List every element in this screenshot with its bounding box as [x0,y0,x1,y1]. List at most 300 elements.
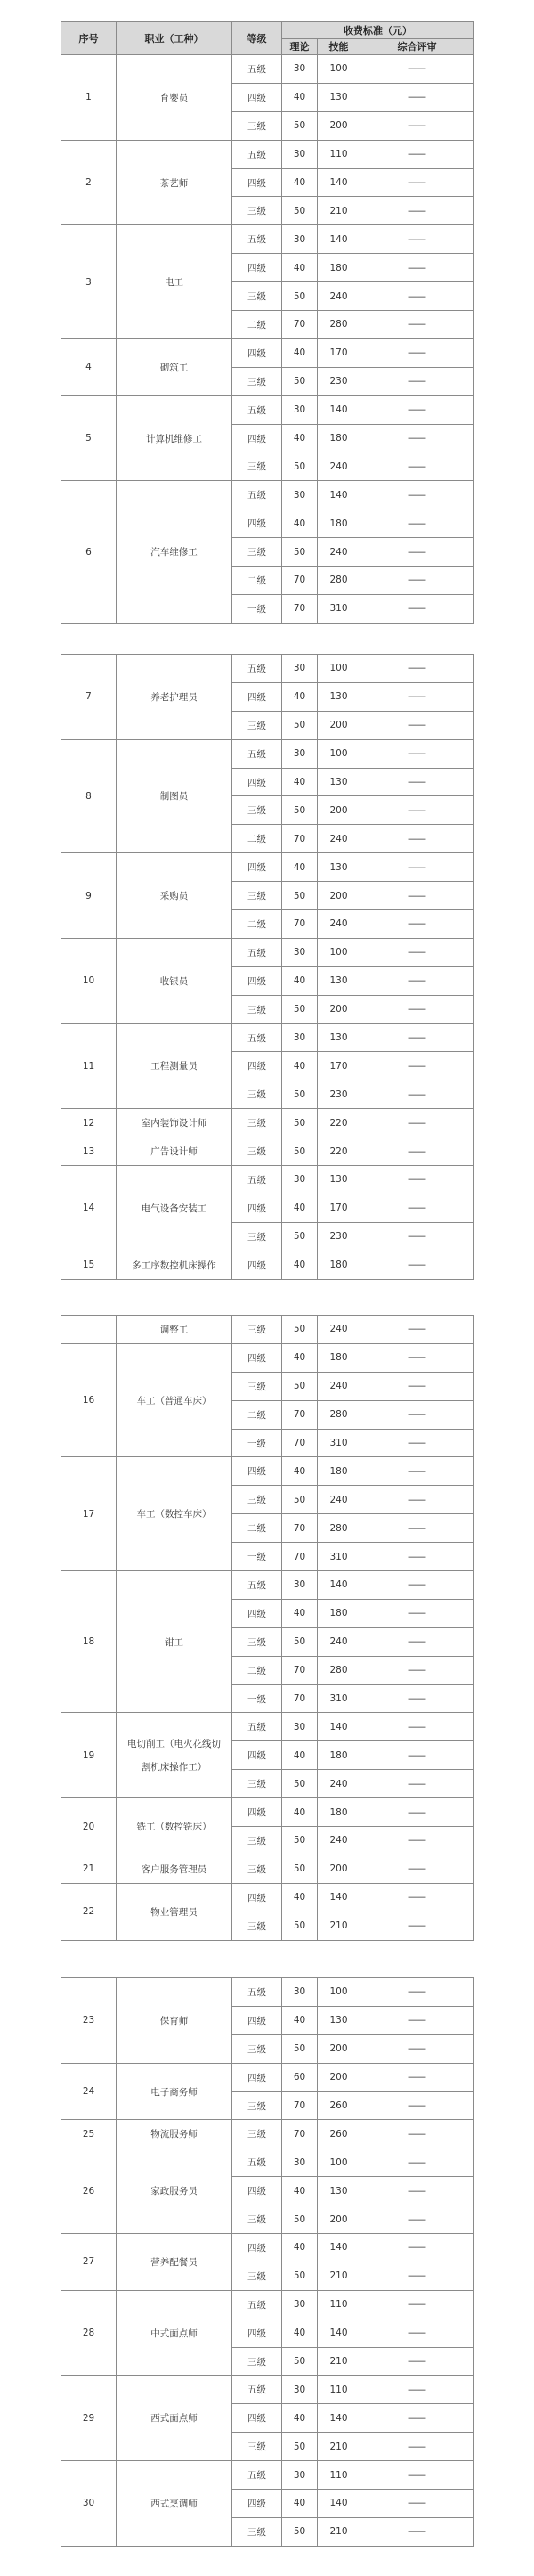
skill-fee-cell: 310 [318,1429,360,1457]
eval-fee-cell: —— [360,55,474,84]
eval-fee-cell: —— [360,1543,474,1571]
level-cell: 四级 [232,1599,282,1627]
table-row [61,1883,474,1912]
level-cell: 一级 [232,1543,282,1571]
skill-fee-cell: 240 [318,910,360,939]
eval-fee-cell: —— [360,796,474,825]
level-cell: 五级 [232,1023,282,1052]
table-row [61,1978,474,2007]
level-cell: 三级 [232,1222,282,1251]
skill-fee-cell: 240 [318,1770,360,1798]
seq-cell: 21 [61,1855,117,1883]
eval-fee-cell: —— [360,254,474,282]
table-row [61,1023,474,1052]
table-row [61,2120,474,2148]
skill-fee-cell: 280 [318,1400,360,1429]
level-cell: 四级 [232,2177,282,2205]
eval-fee-cell: —— [360,311,474,339]
eval-fee-cell: —— [360,1855,474,1883]
table-row [61,2461,474,2490]
level-cell: 三级 [232,1372,282,1400]
theory-fee-cell: 50 [282,2347,318,2376]
table-row [61,1457,474,1486]
eval-fee-cell: —— [360,711,474,739]
eval-fee-cell: —— [360,768,474,796]
skill-fee-cell: 110 [318,2290,360,2319]
table-row [61,2234,474,2262]
job-cell: 家政服务员 [117,2148,232,2234]
theory-fee-cell: 40 [282,1343,318,1372]
skill-fee-cell: 140 [318,2234,360,2262]
skill-fee-cell: 140 [318,1713,360,1741]
eval-fee-cell: —— [360,452,474,481]
theory-fee-cell: 50 [282,2262,318,2290]
theory-fee-cell: 70 [282,311,318,339]
level-cell: 四级 [232,1798,282,1827]
job-cell: 制图员 [117,739,232,853]
eval-fee-cell: —— [360,424,474,452]
job-cell: 多工序数控机床操作 [117,1251,232,1279]
level-cell: 三级 [232,197,282,225]
skill-fee-cell: 180 [318,1457,360,1486]
job-cell: 电子商务师 [117,2063,232,2120]
job-cell: 调整工 [117,1316,232,1344]
skill-fee-cell: 130 [318,2006,360,2034]
fee-table-part-2 [61,654,474,1280]
skill-fee-cell: 100 [318,55,360,84]
skill-fee-cell: 200 [318,796,360,825]
level-cell: 一级 [232,1429,282,1457]
skill-fee-cell: 280 [318,567,360,595]
theory-fee-cell: 30 [282,2461,318,2490]
table-row [61,338,474,367]
table-row [61,2148,474,2177]
eval-fee-cell: —— [360,594,474,623]
level-cell: 三级 [232,2120,282,2148]
eval-fee-cell: —— [360,538,474,567]
table-row [61,1798,474,1827]
header-seq: 序号 [61,22,117,55]
skill-fee-cell: 100 [318,2148,360,2177]
eval-fee-cell: —— [360,2376,474,2404]
level-cell: 二级 [232,1656,282,1684]
skill-fee-cell: 140 [318,225,360,254]
job-cell: 钳工 [117,1571,232,1713]
eval-fee-cell: —— [360,1137,474,1166]
seq-cell: 28 [61,2290,117,2376]
theory-fee-cell: 50 [282,1827,318,1855]
level-cell: 四级 [232,2319,282,2347]
table-row [61,1343,474,1372]
skill-fee-cell: 260 [318,2091,360,2120]
theory-fee-cell: 40 [282,1883,318,1912]
skill-fee-cell: 200 [318,995,360,1023]
theory-fee-cell: 30 [282,2376,318,2404]
table-row [61,2376,474,2404]
theory-fee-cell: 30 [282,1023,318,1052]
level-cell: 五级 [232,55,282,84]
theory-fee-cell: 50 [282,1316,318,1344]
theory-fee-cell: 30 [282,55,318,84]
eval-fee-cell: —— [360,2433,474,2461]
eval-fee-cell: —— [360,1599,474,1627]
level-cell: 四级 [232,682,282,711]
level-cell: 一级 [232,594,282,623]
level-cell: 三级 [232,1137,282,1166]
level-cell: 三级 [232,2205,282,2234]
level-cell: 四级 [232,1343,282,1372]
table-row [61,655,474,683]
job-cell: 西式烹调师 [117,2461,232,2547]
eval-fee-cell: —— [360,995,474,1023]
theory-fee-cell: 30 [282,2290,318,2319]
skill-fee-cell: 310 [318,1543,360,1571]
theory-fee-cell: 40 [282,338,318,367]
eval-fee-cell: —— [360,168,474,197]
table-row [61,1166,474,1194]
level-cell: 四级 [232,168,282,197]
eval-fee-cell: —— [360,1656,474,1684]
level-cell: 四级 [232,1741,282,1770]
skill-fee-cell: 140 [318,1883,360,1912]
eval-fee-cell: —— [360,1798,474,1827]
level-cell: 三级 [232,1627,282,1656]
theory-fee-cell: 40 [282,2319,318,2347]
table-row [61,1855,474,1883]
level-cell: 五级 [232,225,282,254]
eval-fee-cell: —— [360,1770,474,1798]
job-cell: 室内装饰设计师 [117,1109,232,1137]
skill-fee-cell: 240 [318,1316,360,1344]
theory-fee-cell: 50 [282,882,318,910]
seq-cell [61,1316,117,1344]
level-cell: 三级 [232,2091,282,2120]
theory-fee-cell: 40 [282,424,318,452]
skill-fee-cell: 130 [318,2177,360,2205]
level-cell: 二级 [232,825,282,853]
eval-fee-cell: —— [360,1457,474,1486]
eval-fee-cell: —— [360,1343,474,1372]
eval-fee-cell: —— [360,1684,474,1713]
skill-fee-cell: 230 [318,367,360,395]
skill-fee-cell: 100 [318,938,360,966]
level-cell: 三级 [232,2347,282,2376]
level-cell: 四级 [232,2490,282,2518]
level-cell: 三级 [232,995,282,1023]
theory-fee-cell: 40 [282,768,318,796]
level-cell: 三级 [232,1912,282,1940]
theory-fee-cell: 40 [282,966,318,995]
theory-fee-cell: 40 [282,1194,318,1222]
seq-cell: 4 [61,338,117,395]
theory-fee-cell: 50 [282,796,318,825]
fee-table-part-1 [61,21,474,624]
seq-cell: 29 [61,2376,117,2461]
skill-fee-cell: 200 [318,111,360,140]
eval-fee-cell: —— [360,1194,474,1222]
skill-fee-cell: 310 [318,1684,360,1713]
level-cell: 四级 [232,83,282,111]
skill-fee-cell: 130 [318,966,360,995]
job-cell: 采购员 [117,853,232,939]
skill-fee-cell: 110 [318,2376,360,2404]
level-cell: 五级 [232,1713,282,1741]
level-cell: 三级 [232,282,282,311]
level-cell: 一级 [232,1684,282,1713]
level-cell: 五级 [232,655,282,683]
theory-fee-cell: 40 [282,1798,318,1827]
theory-fee-cell: 50 [282,2433,318,2461]
table-row [61,1571,474,1600]
level-cell: 四级 [232,254,282,282]
level-cell: 二级 [232,311,282,339]
level-cell: 三级 [232,711,282,739]
skill-fee-cell: 240 [318,538,360,567]
level-cell: 三级 [232,1770,282,1798]
eval-fee-cell: —— [360,966,474,995]
theory-fee-cell: 50 [282,711,318,739]
skill-fee-cell: 210 [318,2433,360,2461]
eval-fee-cell: —— [360,1052,474,1080]
theory-fee-cell: 50 [282,1486,318,1514]
theory-fee-cell: 70 [282,1400,318,1429]
theory-fee-cell: 50 [282,2205,318,2234]
eval-fee-cell: —— [360,509,474,538]
skill-fee-cell: 140 [318,2319,360,2347]
skill-fee-cell: 280 [318,1514,360,1543]
level-cell: 五级 [232,140,282,168]
eval-fee-cell: —— [360,2205,474,2234]
seq-cell: 2 [61,140,117,225]
skill-fee-cell: 130 [318,768,360,796]
theory-fee-cell: 30 [282,1166,318,1194]
eval-fee-cell: —— [360,1486,474,1514]
job-cell: 电气设备安装工 [117,1166,232,1251]
theory-fee-cell: 40 [282,2404,318,2433]
table-row [61,481,474,509]
table-row [61,938,474,966]
level-cell: 三级 [232,1486,282,1514]
theory-fee-cell: 30 [282,395,318,424]
eval-fee-cell: —— [360,395,474,424]
level-cell: 四级 [232,338,282,367]
eval-fee-cell: —— [360,2347,474,2376]
eval-fee-cell: —— [360,910,474,939]
theory-fee-cell: 70 [282,1429,318,1457]
seq-cell: 17 [61,1457,117,1571]
seq-cell: 23 [61,1978,117,2064]
skill-fee-cell: 140 [318,168,360,197]
eval-fee-cell: —— [360,2404,474,2433]
eval-fee-cell: —— [360,1251,474,1279]
level-cell: 二级 [232,1400,282,1429]
eval-fee-cell: —— [360,1429,474,1457]
theory-fee-cell: 50 [282,367,318,395]
eval-fee-cell: —— [360,1080,474,1109]
skill-fee-cell: 220 [318,1137,360,1166]
level-cell: 四级 [232,1052,282,1080]
job-cell: 收银员 [117,938,232,1023]
header-eval: 综合评审 [360,38,474,55]
seq-cell: 25 [61,2120,117,2148]
eval-fee-cell: —— [360,825,474,853]
eval-fee-cell: —— [360,1400,474,1429]
job-cell: 客户服务管理员 [117,1855,232,1883]
level-cell: 三级 [232,882,282,910]
skill-fee-cell: 130 [318,682,360,711]
job-cell: 工程测量员 [117,1023,232,1109]
eval-fee-cell: —— [360,1741,474,1770]
level-cell: 四级 [232,1457,282,1486]
skill-fee-cell: 200 [318,1855,360,1883]
eval-fee-cell: —— [360,739,474,768]
table-row [61,853,474,882]
skill-fee-cell: 110 [318,2461,360,2490]
skill-fee-cell: 240 [318,1827,360,1855]
theory-fee-cell: 60 [282,2063,318,2091]
skill-fee-cell: 230 [318,1222,360,1251]
level-cell: 三级 [232,2433,282,2461]
theory-fee-cell: 50 [282,282,318,311]
skill-fee-cell: 280 [318,1656,360,1684]
seq-cell: 15 [61,1251,117,1279]
level-cell: 三级 [232,796,282,825]
table-row [61,395,474,424]
skill-fee-cell: 140 [318,2404,360,2433]
fee-table-part-3 [61,1315,474,1941]
eval-fee-cell: —— [360,882,474,910]
seq-cell: 19 [61,1713,117,1798]
header-skill: 技能 [318,38,360,55]
level-cell: 五级 [232,2148,282,2177]
skill-fee-cell: 240 [318,825,360,853]
skill-fee-cell: 240 [318,282,360,311]
skill-fee-cell: 170 [318,1052,360,1080]
level-cell: 四级 [232,966,282,995]
skill-fee-cell: 100 [318,1978,360,2007]
table-row [61,1137,474,1166]
theory-fee-cell: 50 [282,1137,318,1166]
seq-cell: 18 [61,1571,117,1713]
skill-fee-cell: 180 [318,1251,360,1279]
job-cell: 电工 [117,225,232,339]
skill-fee-cell: 200 [318,882,360,910]
skill-fee-cell: 180 [318,1343,360,1372]
eval-fee-cell: —— [360,1713,474,1741]
level-cell: 二级 [232,910,282,939]
job-cell: 物流服务师 [117,2120,232,2148]
skill-fee-cell: 240 [318,1486,360,1514]
job-cell-line: 电切削工（电火花线切 [127,1738,221,1749]
skill-fee-cell: 210 [318,2517,360,2546]
level-cell: 五级 [232,2290,282,2319]
eval-fee-cell: —— [360,2063,474,2091]
level-cell: 五级 [232,1978,282,2007]
eval-fee-cell: —— [360,2461,474,2490]
level-cell: 四级 [232,509,282,538]
skill-fee-cell: 180 [318,1599,360,1627]
level-cell: 五级 [232,1571,282,1600]
seq-cell: 1 [61,55,117,141]
eval-fee-cell: —— [360,2006,474,2034]
level-cell: 四级 [232,768,282,796]
skill-fee-cell: 140 [318,1571,360,1600]
level-cell: 四级 [232,1251,282,1279]
eval-fee-cell: —— [360,2319,474,2347]
skill-fee-cell: 210 [318,2347,360,2376]
eval-fee-cell: —— [360,2517,474,2546]
skill-fee-cell: 130 [318,83,360,111]
seq-cell: 22 [61,1883,117,1940]
skill-fee-cell: 180 [318,254,360,282]
table-row [61,140,474,168]
skill-fee-cell: 180 [318,424,360,452]
theory-fee-cell: 30 [282,1713,318,1741]
eval-fee-cell: —— [360,197,474,225]
job-cell: 汽车维修工 [117,481,232,623]
skill-fee-cell: 110 [318,140,360,168]
theory-fee-cell: 70 [282,910,318,939]
header-job: 职业（工种） [117,22,232,55]
theory-fee-cell: 50 [282,2517,318,2546]
theory-fee-cell: 30 [282,140,318,168]
job-cell: 营养配餐员 [117,2234,232,2291]
skill-fee-cell: 140 [318,395,360,424]
eval-fee-cell: —— [360,2262,474,2290]
skill-fee-cell: 200 [318,2034,360,2063]
seq-cell: 30 [61,2461,117,2547]
eval-fee-cell: —— [360,1222,474,1251]
level-cell: 三级 [232,2517,282,2546]
level-cell: 四级 [232,1883,282,1912]
seq-cell: 26 [61,2148,117,2234]
theory-fee-cell: 30 [282,225,318,254]
theory-fee-cell: 40 [282,1457,318,1486]
theory-fee-cell: 50 [282,538,318,567]
job-cell: 养老护理员 [117,655,232,740]
job-cell-line: 割机床操作工） [141,1761,207,1773]
table-row [61,1251,474,1279]
theory-fee-cell: 50 [282,1627,318,1656]
job-cell: 车工（数控车床） [117,1457,232,1571]
seq-cell: 13 [61,1137,117,1166]
theory-fee-cell: 40 [282,2177,318,2205]
eval-fee-cell: —— [360,2177,474,2205]
eval-fee-cell: —— [360,481,474,509]
skill-fee-cell: 210 [318,2262,360,2290]
eval-fee-cell: —— [360,111,474,140]
theory-fee-cell: 70 [282,825,318,853]
skill-fee-cell: 100 [318,739,360,768]
skill-fee-cell: 170 [318,338,360,367]
job-cell: 西式面点师 [117,2376,232,2461]
level-cell: 五级 [232,2376,282,2404]
level-cell: 二级 [232,567,282,595]
theory-fee-cell: 30 [282,1978,318,2007]
theory-fee-cell: 30 [282,481,318,509]
eval-fee-cell: —— [360,1372,474,1400]
theory-fee-cell: 40 [282,1599,318,1627]
eval-fee-cell: —— [360,1109,474,1137]
theory-fee-cell: 50 [282,1855,318,1883]
job-cell: 物业管理员 [117,1883,232,1940]
theory-fee-cell: 30 [282,938,318,966]
eval-fee-cell: —— [360,83,474,111]
job-cell: 广告设计师 [117,1137,232,1166]
level-cell: 四级 [232,2234,282,2262]
eval-fee-cell: —— [360,1166,474,1194]
table-row [61,739,474,768]
